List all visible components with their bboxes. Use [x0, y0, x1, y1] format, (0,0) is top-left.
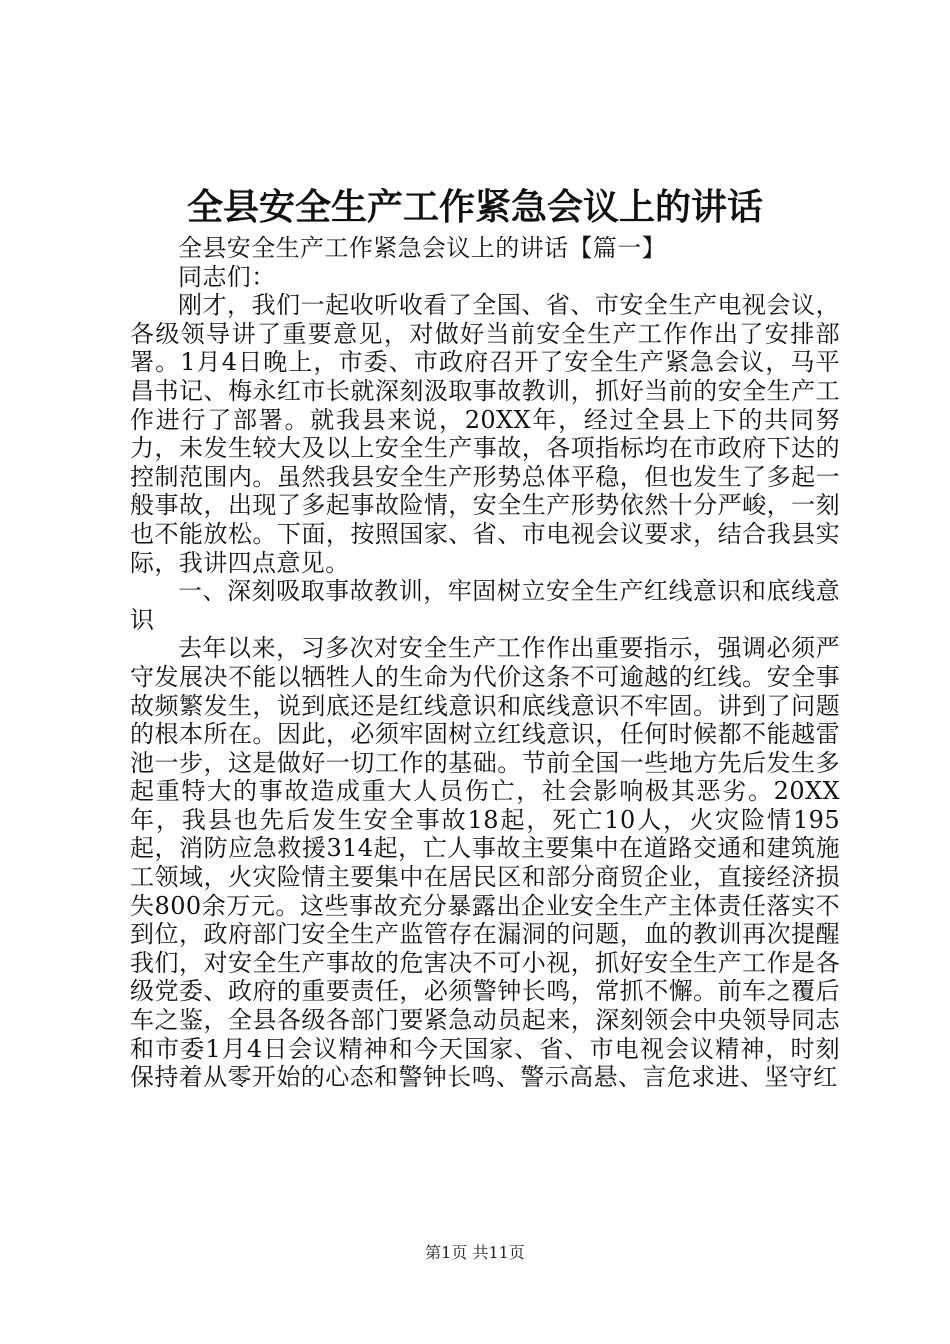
salutation: 同志们： — [178, 262, 276, 291]
body-paragraph: 去年以来，习多次对安全生产工作作出重要指示，强调必须严守发展决不能以牺牲人的生命为代价这条不可逾越的红线。安全事故频繁发生，说到底还是红线意识和底线意识不牢固。讲到了问题的根本所在。因此，必须牢固树立红线意识，任何时候都不能越雷池一步，这是做好一切工作的基础。节前全国一些地方先后发生多起重特大的事故造成重大人员伤亡，社会影响极其恶劣。20XX年，我县也先后发生安全事故18起，死亡10人，火灾险情195起，消防应急救援314起，亡人事故主要集中在道路交通和建筑施工领域，火灾险情主要集中在居民区和部分商贸企业，直接经济损失800余万元。这些事故充分暴露出企业安全生产主体责任落实不到位，政府部门安全生产监管存在漏洞的问题，血的教训再次提醒我们，对安全生产事故的危害决不可小视，抓好安全生产工作是各级党委、政府的重要责任，必须警钟长鸣，常抓不懈。前车之覆后车之鉴，全县各级各部门要紧急动员起来，深刻领会中央领导同志和市委1月4日会议精神和今天国家、省、市电视会议精神，时刻保持着从零开始的心态和警钟长鸣、警示高悬、言危求进、坚守红 — [130, 634, 840, 1092]
page-number-footer: 第1页 共11页 — [425, 1243, 525, 1262]
point-heading: 一、深刻吸取事故教训，牢固树立安全生产红线意识和底线意识 — [130, 577, 840, 634]
section-heading: 全县安全生产工作紧急会议上的讲话【篇一】 — [178, 234, 666, 262]
body-paragraph: 刚才，我们一起收听收看了全国、省、市安全生产电视会议，各级领导讲了重要意见，对做好当前安全生产工作作出了安排部署。1月4日晚上，市委、市政府召开了安全生产紧急会议，马平昌书记、梅永红市长就深刻汲取事故教训，抓好当前的安全生产工作进行了部署。就我县来说，20XX年，经过全县上下的共同努力，未发生较大及以上安全生产事故，各项指标均在市政府下达的控制范围内。虽然我县安全生产形势总体平稳，但也发生了多起一般事故，出现了多起事故险情，安全生产形势依然十分严峻，一刻也不能放松。下面，按照国家、省、市电视会议要求，结合我县实际，我讲四点意见。 — [130, 291, 840, 577]
document-title: 全县安全生产工作紧急会议上的讲话 — [186, 186, 763, 228]
document-body — [130, 234, 840, 1092]
